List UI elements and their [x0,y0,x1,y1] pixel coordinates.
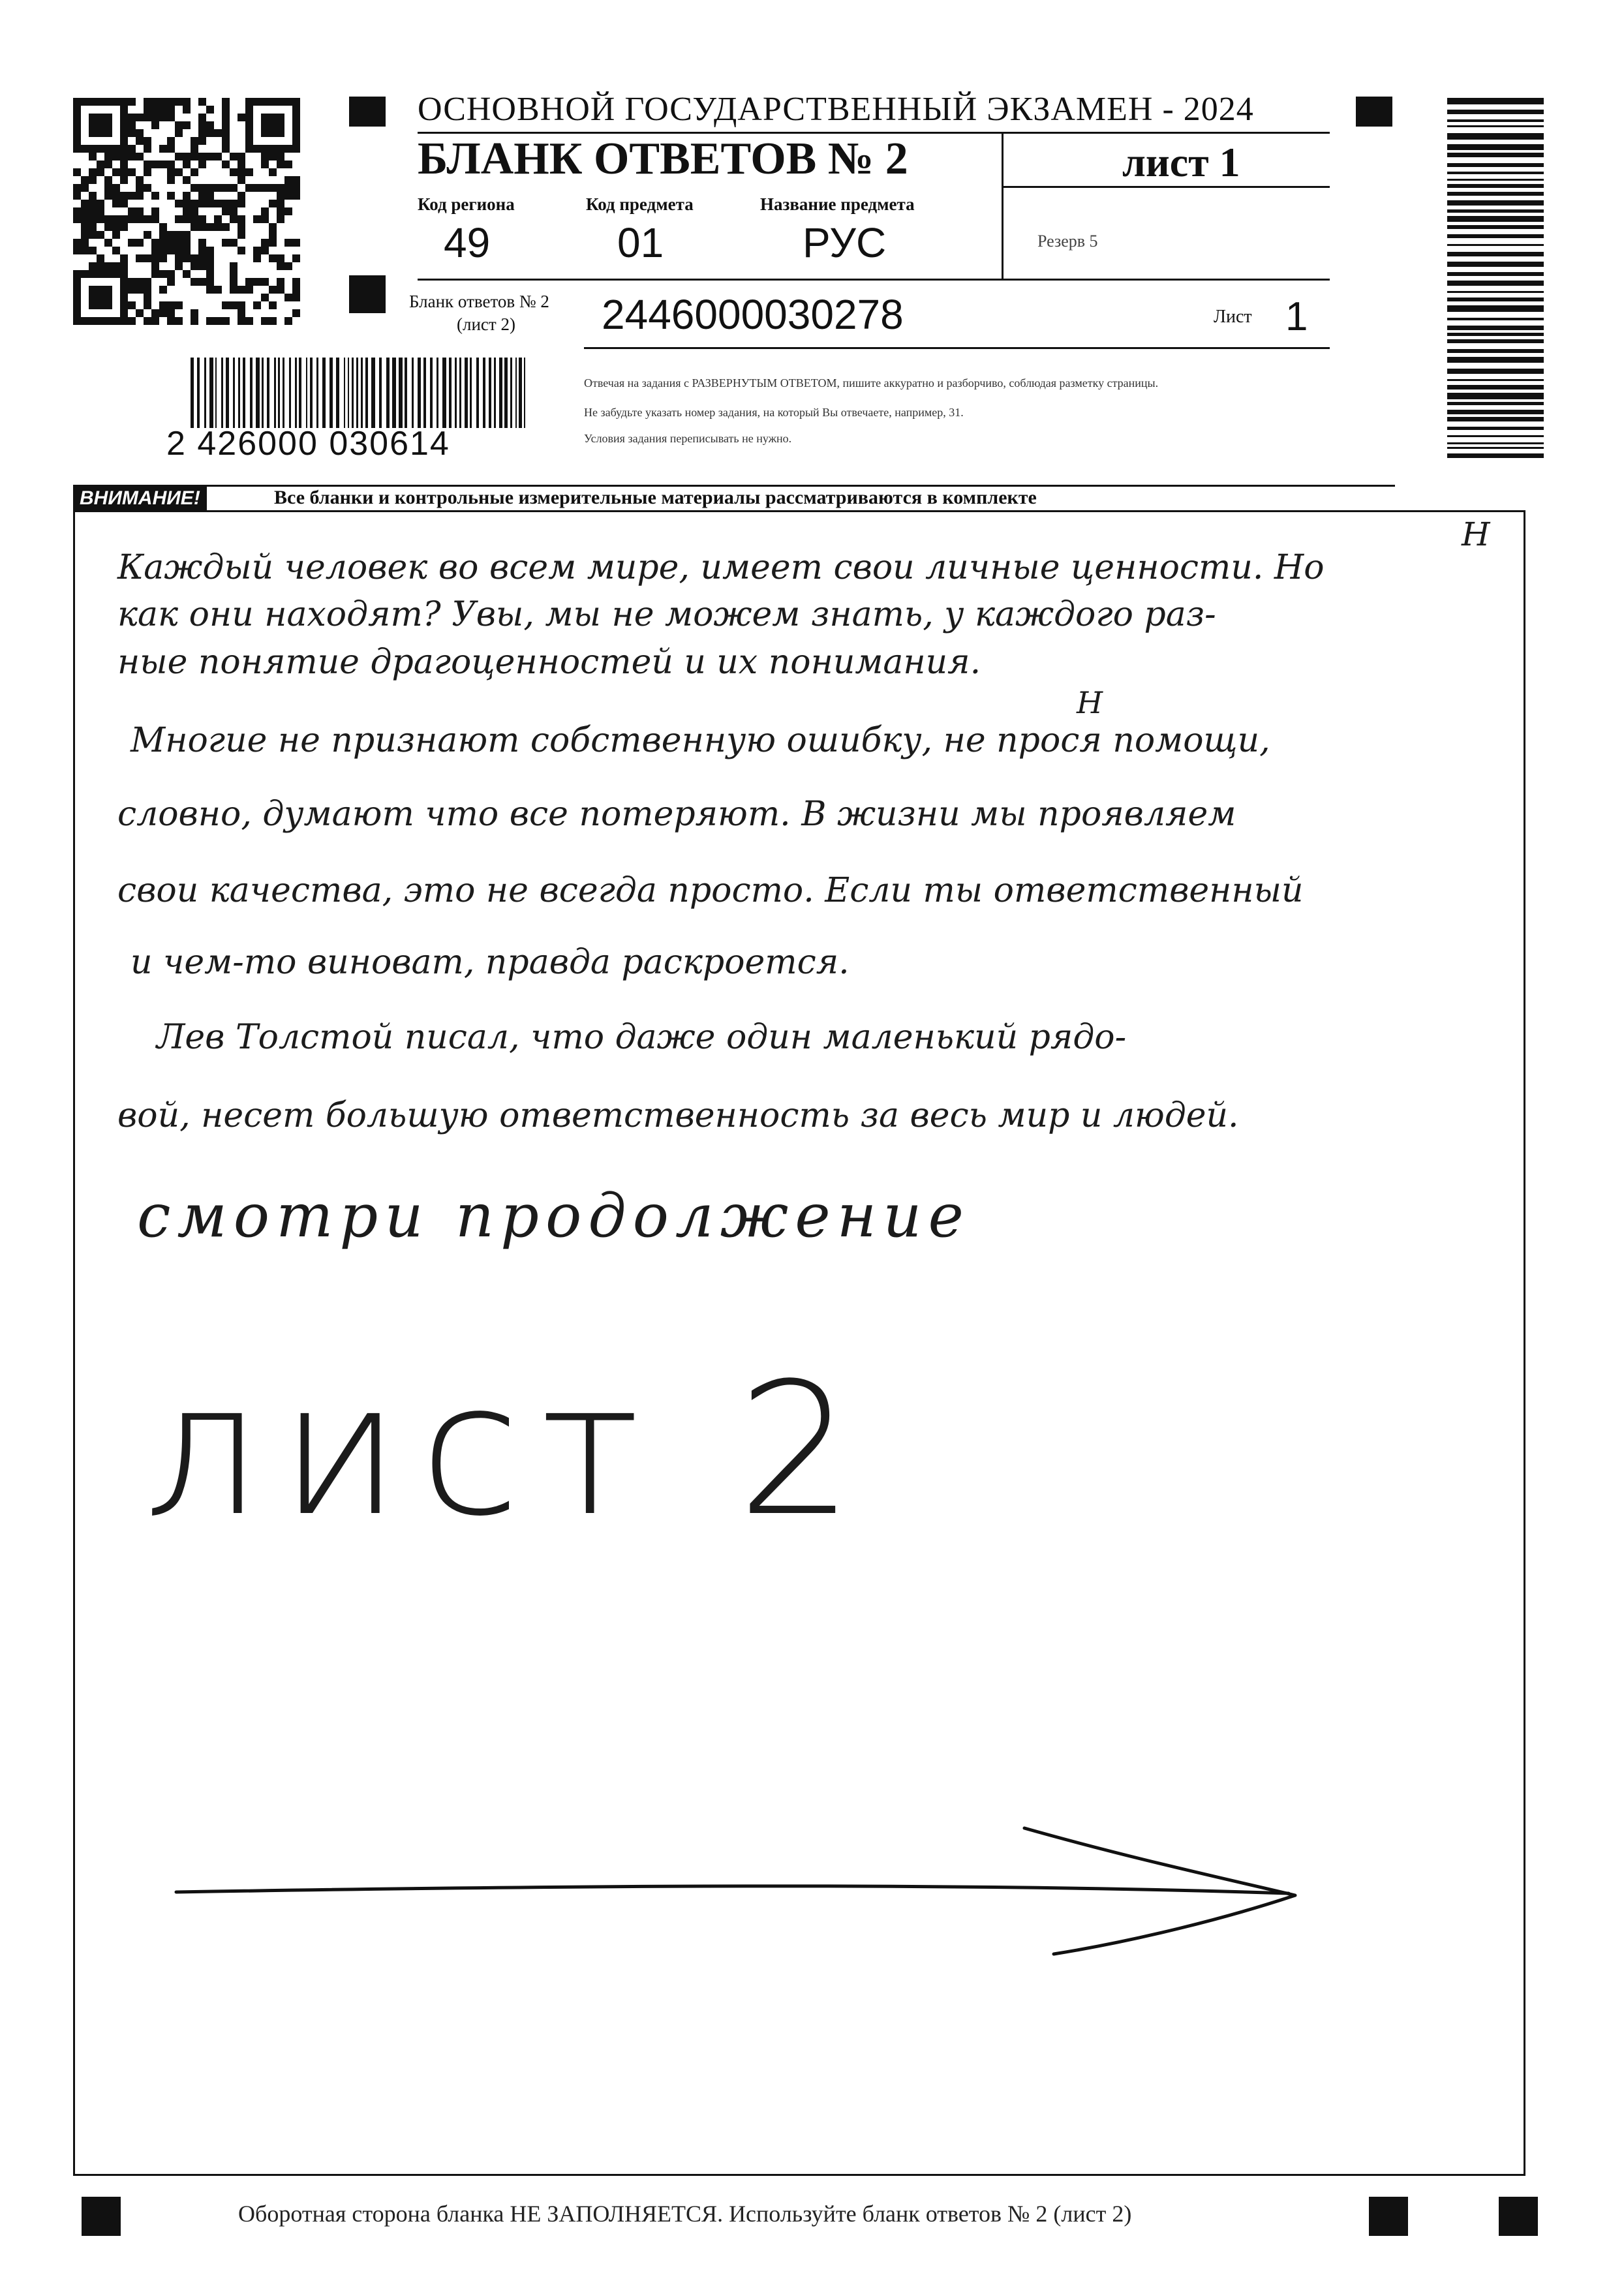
instruction-line-3: Условия задания переписывать не нужно. [584,432,792,445]
instruction-line-1: Отвечая на задания с РАЗВЕРНУТЫМ ОТВЕТОМ, пишите аккуратно и разборчиво, соблюдая разметку страницы. [584,376,1159,390]
handwriting-correction-mark-2: Н [1077,685,1103,720]
handwriting-continue-note: смотри продолжение [137,1181,970,1251]
subject-code-value: 01 [617,219,664,266]
registration-mark-top-right [1356,97,1392,127]
handwriting-line-4: Многие не признают собственную ошибку, не прося помощи, [130,721,1270,760]
registration-mark-bottom-right-1 [1369,2197,1408,2236]
handwriting-line-9: вой, несет большую ответственность за весь мир и людей. [117,1096,1239,1135]
region-value: 49 [444,219,491,266]
barcode-number: 2 426000 030614 [166,425,450,463]
handwriting-line-8: Лев Толстой писал, что даже один маленький рядо- [157,1018,1127,1057]
handwriting-line-7: и чем-то виноват, правда раскроется. [130,943,850,982]
handwriting-line-3: ные понятие драгоценностей и их понимания. [117,643,981,682]
fields-underline [418,279,1330,281]
exam-title: ОСНОВНОЙ ГОСУДАРСТВЕННЫЙ ЭКЗАМЕН - 2024 [418,91,1254,128]
instruction-line-2: Не забудьте указать номер задания, на который Вы отвечаете, например, 31. [584,406,964,419]
subject-name-label: Название предмета [760,194,915,214]
warning-text: Все бланки и контрольные измерительные материалы рассматриваются в комплекте [274,487,1037,508]
form-title: БЛАНК ОТВЕТОВ № 2 [418,134,908,184]
reserve-label: Резерв 5 [1037,232,1098,251]
footer-text: Оборотная сторона бланка НЕ ЗАПОЛНЯЕТСЯ. Используйте бланк ответов № 2 (лист 2) [238,2201,1132,2227]
qr-code [73,98,304,328]
sheet2-label-line2: (лист 2) [457,314,515,334]
continue-arrow [170,1820,1318,1964]
region-label: Код региона [418,194,515,214]
list-label: Лист [1214,307,1252,327]
sheet-label: лист 1 [1122,139,1240,185]
handwriting-sheet-note: лист 2 [144,1344,874,1557]
warning-badge: ВНИМАНИЕ! [73,487,207,510]
handwriting-line-2: как они находят? Увы, мы не можем знать, у каждого раз- [117,595,1216,634]
handwriting-correction-mark-1: Н [1462,515,1490,553]
registration-mark-bottom-right-2 [1499,2197,1538,2236]
title-underline [1002,186,1330,188]
handwriting-line-6: свои качества, это не всегда просто. Если ты ответственный [117,871,1304,910]
handwriting-line-1: Каждый человек во всем мире, имеет свои личные ценности. Но [117,548,1325,587]
subject-name-value: РУС [803,219,887,266]
handwriting-line-5: словно, думают что все потеряют. В жизни мы проявляем [117,795,1236,834]
barcode-bottom [191,358,530,428]
registration-mark-bottom-left [82,2197,121,2236]
sheet2-number: 2446000030278 [602,291,904,338]
title-divider [1002,133,1004,280]
registration-mark-top-left [349,97,386,127]
number-row-underline [584,347,1330,349]
list-value: 1 [1285,294,1308,339]
registration-mark-middle-left [349,275,386,313]
sheet2-label-line1: Бланк ответов № 2 [409,292,549,311]
subject-code-label: Код предмета [586,194,694,214]
barcode-right [1447,98,1544,463]
